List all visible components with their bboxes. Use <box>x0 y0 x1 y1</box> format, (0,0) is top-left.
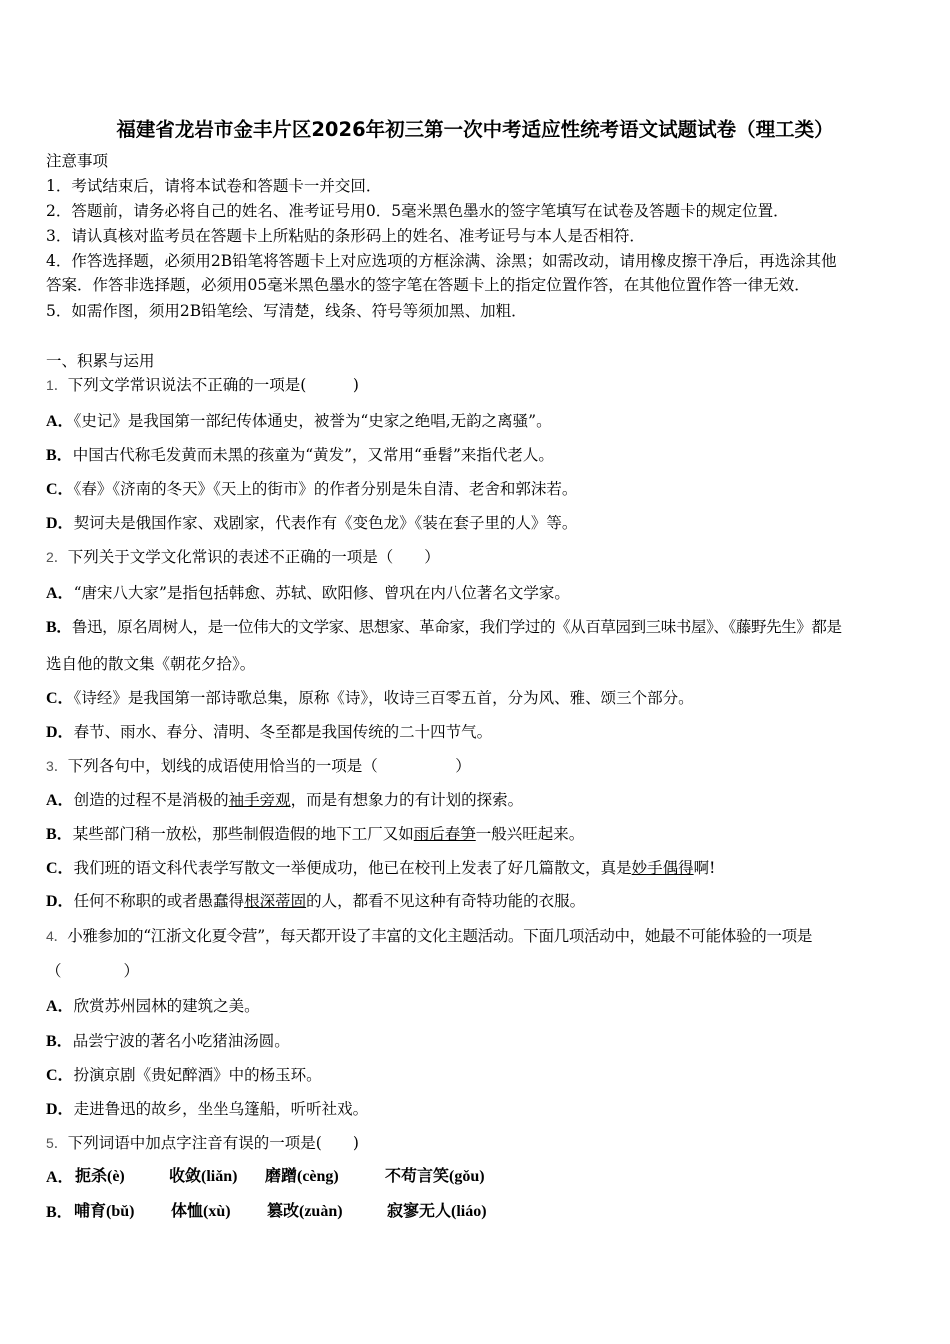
pinyin-word: 寂寥无人(liáo) <box>387 1203 487 1220</box>
notice-item: 2．答题前，请务必将自己的姓名、准考证号用0．5毫米黑色墨水的签字笔填写在试卷及答题卡的规定位置． <box>46 202 789 220</box>
option-label: A． <box>46 998 74 1015</box>
option-c <box>46 1065 322 1086</box>
option-text: 欣赏苏州园林的建筑之美。 <box>73 997 260 1015</box>
option-label: A． <box>46 413 74 430</box>
option-b <box>46 617 842 638</box>
question-number: 1． <box>46 377 68 393</box>
option-text: 扮演京剧《贵妃醉酒》中的杨玉环。 <box>73 1066 322 1084</box>
underlined-idiom: 雨后春笋 <box>413 825 476 843</box>
question-number: 3． <box>46 758 68 774</box>
option-label: B． <box>46 1204 73 1221</box>
option-text: 春节、雨水、春分、清明、冬至都是我国传统的二十四节气。 <box>73 723 493 741</box>
option-text: 创造的过程不是消极的 <box>73 791 229 809</box>
option-text: 中国古代称毛发黄而未黑的孩童为“黄发”，又常用“垂髫”来指代老人。 <box>72 446 554 464</box>
option-a <box>46 1167 74 1188</box>
option-text: 走进鲁迅的故乡，坐坐乌篷船，听听社戏。 <box>73 1100 369 1118</box>
notice-item: 5．如需作图，须用2B铅笔绘、写清楚，线条、符号等须加黑、加粗． <box>46 302 527 320</box>
option-b-continued: 选自他的散文集《朝花夕拾》。 <box>46 655 256 673</box>
option-a <box>46 583 570 604</box>
option-label: C． <box>46 1067 74 1084</box>
option-text: 《春》《济南的冬天》《天上的街市》的作者分别是朱自清、老舍和郭沫若。 <box>73 480 578 498</box>
option-text: 的人，都看不见这种有奇特功能的衣服。 <box>306 892 586 910</box>
option-text: 品尝宁波的著名小吃猪油汤圆。 <box>72 1032 290 1050</box>
notice-item: 1．考试结束后，请将本试卷和答题卡一并交回． <box>46 177 382 195</box>
option-label: D． <box>46 515 74 532</box>
question-stem: 小雅参加的“江浙文化夏令营”，每天都开设了丰富的文化主题活动。下面几项活动中，她最不可能体验的一项是 <box>67 927 813 945</box>
option-text: ，而是有想象力的有计划的探索。 <box>290 791 524 809</box>
option-text: 鲁迅，原名周树人，是一位伟大的文学家、思想家、革命家，我们学过的《从百草园到三味书屋》、《藤野先生》都是 <box>71 618 842 636</box>
option-c <box>46 858 715 879</box>
question-stem: 下列文学常识说法不正确的一项是( ) <box>67 376 359 394</box>
underlined-idiom: 妙手偶得 <box>631 859 694 877</box>
option-d <box>46 722 492 743</box>
option-text: 《史记》是我国第一部纪传体通史，被誉为“史家之绝唱,无韵之离骚”。 <box>73 412 552 430</box>
option-d <box>46 891 585 912</box>
notice-item: 3．请认真核对监考员在答题卡上所粘贴的条形码上的姓名、准考证号与本人是否相符． <box>46 227 645 245</box>
pinyin-word: 收敛(liǎn) <box>169 1168 238 1185</box>
option-label: A． <box>46 1169 74 1186</box>
underlined-idiom: 袖手旁观 <box>228 791 291 809</box>
option-text: 啊! <box>693 859 716 877</box>
question-4 <box>46 926 812 946</box>
option-label: D． <box>46 893 74 910</box>
option-label: C． <box>46 860 74 877</box>
question-stem: 下列各句中，划线的成语使用恰当的一项是（ ） <box>67 757 471 775</box>
question-stem: 下列关于文学文化常识的表述不正确的一项是（ ） <box>67 548 440 566</box>
option-a <box>46 411 552 432</box>
pinyin-word: 体恤(xù) <box>171 1203 231 1220</box>
option-b <box>46 1202 73 1223</box>
question-1 <box>46 375 359 395</box>
notice-item: 4．作答选择题，必须用2B铅笔将答题卡上对应选项的方框涂满、涂黑；如需改动，请用橡皮擦干净后，再选涂其他 <box>46 252 837 270</box>
question-2 <box>46 547 440 567</box>
pinyin-word: 不苟言笑(gǒu) <box>385 1168 485 1185</box>
option-text: 契诃夫是俄国作家、戏剧家，代表作有《变色龙》《装在套子里的人》等。 <box>73 514 578 532</box>
option-text: 《诗经》是我国第一部诗歌总集，原称《诗》，收诗三百零五首，分为风、雅、颂三个部分。 <box>73 689 694 707</box>
pinyin-word: 磨蹭(cèng) <box>265 1168 339 1185</box>
question-5 <box>46 1133 359 1153</box>
option-label: B． <box>46 447 73 464</box>
option-label: A． <box>46 585 74 602</box>
option-label: D． <box>46 1101 74 1118</box>
option-label: B． <box>46 619 72 636</box>
option-b <box>46 1031 290 1052</box>
option-label: C． <box>46 481 74 498</box>
notice-item: 答案．作答非选择题，必须用05毫米黑色墨水的签字笔在答题卡上的指定位置作答，在其他位置作答一律无效． <box>46 276 810 294</box>
question-number: 4． <box>46 928 68 944</box>
option-a <box>46 790 523 811</box>
question-stem: 下列词语中加点字注音有误的一项是( ) <box>67 1134 359 1152</box>
question-number: 2． <box>46 549 68 565</box>
section-heading: 一、积累与运用 <box>46 352 155 370</box>
option-text: 任何不称职的或者愚蠢得 <box>73 892 245 910</box>
underlined-idiom: 根深蒂固 <box>244 892 307 910</box>
option-c <box>46 688 694 709</box>
option-text: 某些部门稍一放松，那些制假造假的地下工厂又如 <box>72 825 414 843</box>
option-label: B． <box>46 826 73 843</box>
option-text: 我们班的语文科代表学写散文一举便成功，他已在校刊上发表了好几篇散文，真是 <box>73 859 632 877</box>
question-3 <box>46 756 471 776</box>
option-text: 一般兴旺起来。 <box>475 825 585 843</box>
option-b <box>46 445 554 466</box>
page-title: 福建省龙岩市金丰片区2026年初三第一次中考适应性统考语文试题试卷（理工类） <box>116 118 834 141</box>
question-number: 5． <box>46 1135 68 1151</box>
option-label: D． <box>46 724 74 741</box>
option-a <box>46 996 260 1017</box>
notice-heading: 注意事项 <box>46 152 109 170</box>
pinyin-word: 篡改(zuàn) <box>267 1203 343 1220</box>
option-label: B． <box>46 1033 73 1050</box>
pinyin-word: 扼杀(è) <box>75 1168 125 1185</box>
option-text: “唐宋八大家”是指包括韩愈、苏轼、欧阳修、曾巩在内八位著名文学家。 <box>73 584 570 602</box>
pinyin-word: 哺育(bǔ) <box>74 1203 135 1220</box>
option-c <box>46 479 577 500</box>
answer-paren: （ ） <box>46 962 140 980</box>
option-label: A． <box>46 792 74 809</box>
option-b <box>46 824 584 845</box>
option-d <box>46 1099 368 1120</box>
option-label: C． <box>46 690 74 707</box>
option-d <box>46 513 577 534</box>
